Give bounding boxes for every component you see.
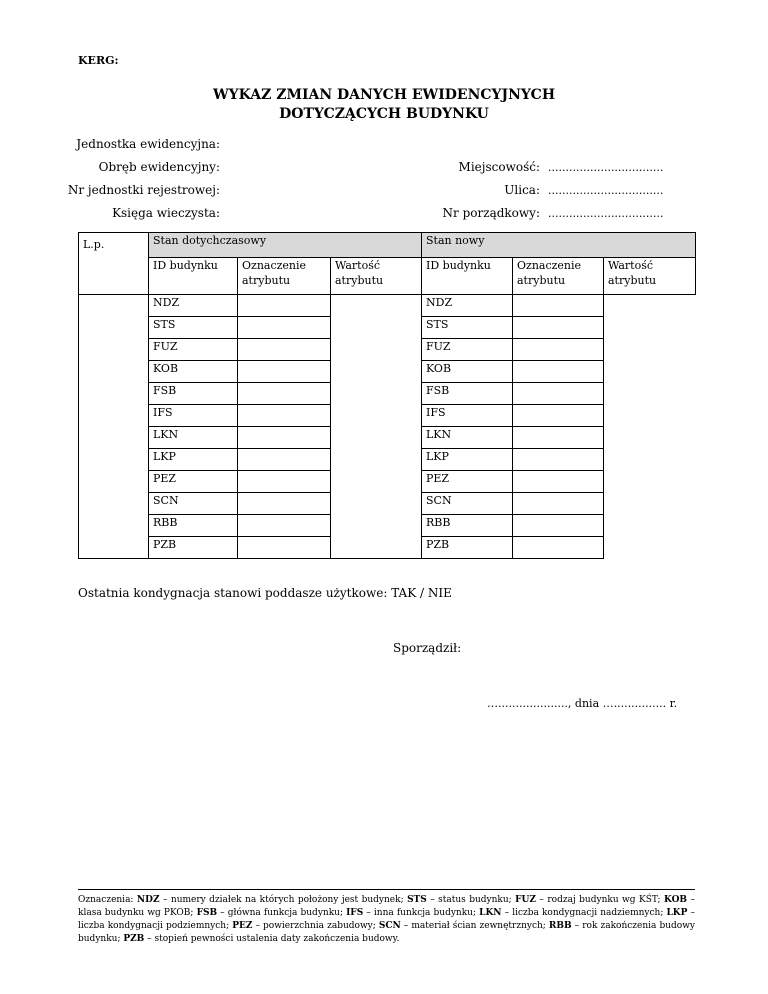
legend-code: KOB	[664, 895, 688, 905]
stan-dotychczasowy-header: Stan dotychczasowy	[149, 233, 422, 258]
old-attribute-code: NDZ	[149, 295, 238, 317]
old-attribute-code: KOB	[149, 361, 238, 383]
legend-description: – inna funkcja budynku;	[363, 908, 480, 918]
new-id-budynku-cell[interactable]	[331, 295, 422, 559]
stan-nowy-header: Stan nowy	[422, 233, 696, 258]
changes-table	[78, 232, 696, 559]
old-attribute-code: FUZ	[149, 339, 238, 361]
old-attribute-value[interactable]	[238, 317, 331, 339]
new-attribute-value[interactable]	[513, 493, 604, 515]
old-attribute-code: STS	[149, 317, 238, 339]
nr-porzadkowy-label: Nr porządkowy:	[442, 206, 540, 220]
new-attribute-code: KOB	[422, 361, 513, 383]
old-oznaczenie-header: Oznaczenie atrybutu	[238, 258, 331, 295]
document-title	[0, 86, 768, 124]
new-id-budynku-header: ID budynku	[422, 258, 513, 295]
sporzadzil-label: Sporządził:	[393, 641, 462, 655]
old-attribute-code: LKN	[149, 427, 238, 449]
table-row	[79, 295, 696, 317]
legend-description: – status budynku;	[426, 895, 516, 905]
legend-code: FSB	[196, 908, 218, 918]
miejscowosc-field[interactable]: .................................	[548, 161, 664, 174]
old-attribute-value[interactable]	[238, 493, 331, 515]
new-attribute-code: LKN	[422, 427, 513, 449]
ulica-field[interactable]: .................................	[548, 184, 664, 197]
new-attribute-value[interactable]	[513, 449, 604, 471]
nr-porzadkowy-field[interactable]: .................................	[548, 207, 664, 220]
new-attribute-value[interactable]	[513, 361, 604, 383]
old-attribute-code: PEZ	[149, 471, 238, 493]
old-attribute-value[interactable]	[238, 405, 331, 427]
old-attribute-code: RBB	[149, 515, 238, 537]
legend-description: – numery działek na których położony jest budynek;	[159, 895, 408, 905]
legend-description: – liczba kondygnacji nadziemnych;	[501, 908, 667, 918]
legend-code: LKN	[479, 908, 502, 918]
lp-header: L.p.	[79, 233, 149, 295]
jednostka-label: Jednostka ewidencyjna:	[76, 137, 220, 151]
old-attribute-code: FSB	[149, 383, 238, 405]
new-attribute-code: IFS	[422, 405, 513, 427]
legend-code: LKP	[666, 908, 688, 918]
old-attribute-value[interactable]	[238, 361, 331, 383]
old-attribute-value[interactable]	[238, 295, 331, 317]
old-attribute-code: SCN	[149, 493, 238, 515]
legend-description: – materiał ścian zewnętrznych;	[400, 921, 549, 931]
nr-jednostki-label: Nr jednostki rejestrowej:	[67, 183, 220, 197]
new-attribute-code: PEZ	[422, 471, 513, 493]
new-attribute-code: FUZ	[422, 339, 513, 361]
ulica-label: Ulica:	[504, 183, 540, 197]
old-attribute-value[interactable]	[238, 339, 331, 361]
new-attribute-code: FSB	[422, 383, 513, 405]
new-attribute-value[interactable]	[513, 295, 604, 317]
ksiega-label: Księga wieczysta:	[112, 206, 220, 220]
legend-code: RBB	[548, 921, 572, 931]
legend-description: – klasa budynku wg PKOB;	[78, 895, 695, 918]
new-attribute-code: SCN	[422, 493, 513, 515]
old-id-budynku-header: ID budynku	[149, 258, 238, 295]
obreb-label: Obręb ewidencyjny:	[98, 160, 220, 174]
new-oznaczenie-header: Oznaczenie atrybutu	[513, 258, 604, 295]
old-id-budynku-cell[interactable]	[79, 295, 149, 559]
old-attribute-value[interactable]	[238, 515, 331, 537]
legend-description: – rodzaj budynku wg KŚT;	[535, 895, 665, 905]
old-attribute-value[interactable]	[238, 449, 331, 471]
legend-description: – główna funkcja budynku;	[217, 908, 347, 918]
legend-footnote	[78, 889, 695, 946]
legend-code: PZB	[123, 934, 145, 944]
new-attribute-code: NDZ	[422, 295, 513, 317]
old-attribute-value[interactable]	[238, 471, 331, 493]
legend-code: PEZ	[232, 921, 253, 931]
new-attribute-value[interactable]	[513, 471, 604, 493]
new-attribute-value[interactable]	[513, 383, 604, 405]
new-attribute-code: PZB	[422, 537, 513, 559]
kerg-label: KERG:	[78, 54, 119, 67]
legend-description: – rok zakończenia budowy budynku;	[78, 921, 695, 944]
new-attribute-value[interactable]	[513, 317, 604, 339]
legend-description: – powierzchnia zabudowy;	[252, 921, 379, 931]
old-attribute-value[interactable]	[238, 383, 331, 405]
new-attribute-value[interactable]	[513, 537, 604, 559]
date-line[interactable]: …...................., dnia …............... r.	[487, 697, 678, 710]
legend-description: – stopień pewności ustalenia daty zakończenia budowy.	[144, 934, 400, 944]
legend-code: IFS	[346, 908, 364, 918]
legend-intro: Oznaczenia:	[78, 895, 137, 905]
old-attribute-code: LKP	[149, 449, 238, 471]
new-attribute-code: RBB	[422, 515, 513, 537]
old-wartosc-header: Wartość atrybutu	[331, 258, 422, 295]
legend-code: FUZ	[515, 895, 536, 905]
legend-code: SCN	[378, 921, 401, 931]
attic-question: Ostatnia kondygnacja stanowi poddasze użytkowe: TAK / NIE	[78, 586, 452, 600]
new-attribute-value[interactable]	[513, 515, 604, 537]
new-attribute-value[interactable]	[513, 405, 604, 427]
new-attribute-code: LKP	[422, 449, 513, 471]
new-attribute-code: STS	[422, 317, 513, 339]
old-attribute-value[interactable]	[238, 427, 331, 449]
legend-description: – liczba kondygnacji podziemnych;	[78, 908, 695, 931]
new-wartosc-header: Wartość atrybutu	[604, 258, 696, 295]
new-attribute-value[interactable]	[513, 427, 604, 449]
new-attribute-value[interactable]	[513, 339, 604, 361]
old-attribute-code: PZB	[149, 537, 238, 559]
old-attribute-value[interactable]	[238, 537, 331, 559]
title-line-2: DOTYCZĄCYCH BUDYNKU	[279, 106, 489, 122]
legend-code: NDZ	[136, 895, 160, 905]
old-attribute-code: IFS	[149, 405, 238, 427]
title-line-1: WYKAZ ZMIAN DANYCH EWIDENCYJNYCH	[212, 87, 556, 103]
miejscowosc-label: Miejscowość:	[458, 160, 540, 174]
legend-code: STS	[407, 895, 427, 905]
